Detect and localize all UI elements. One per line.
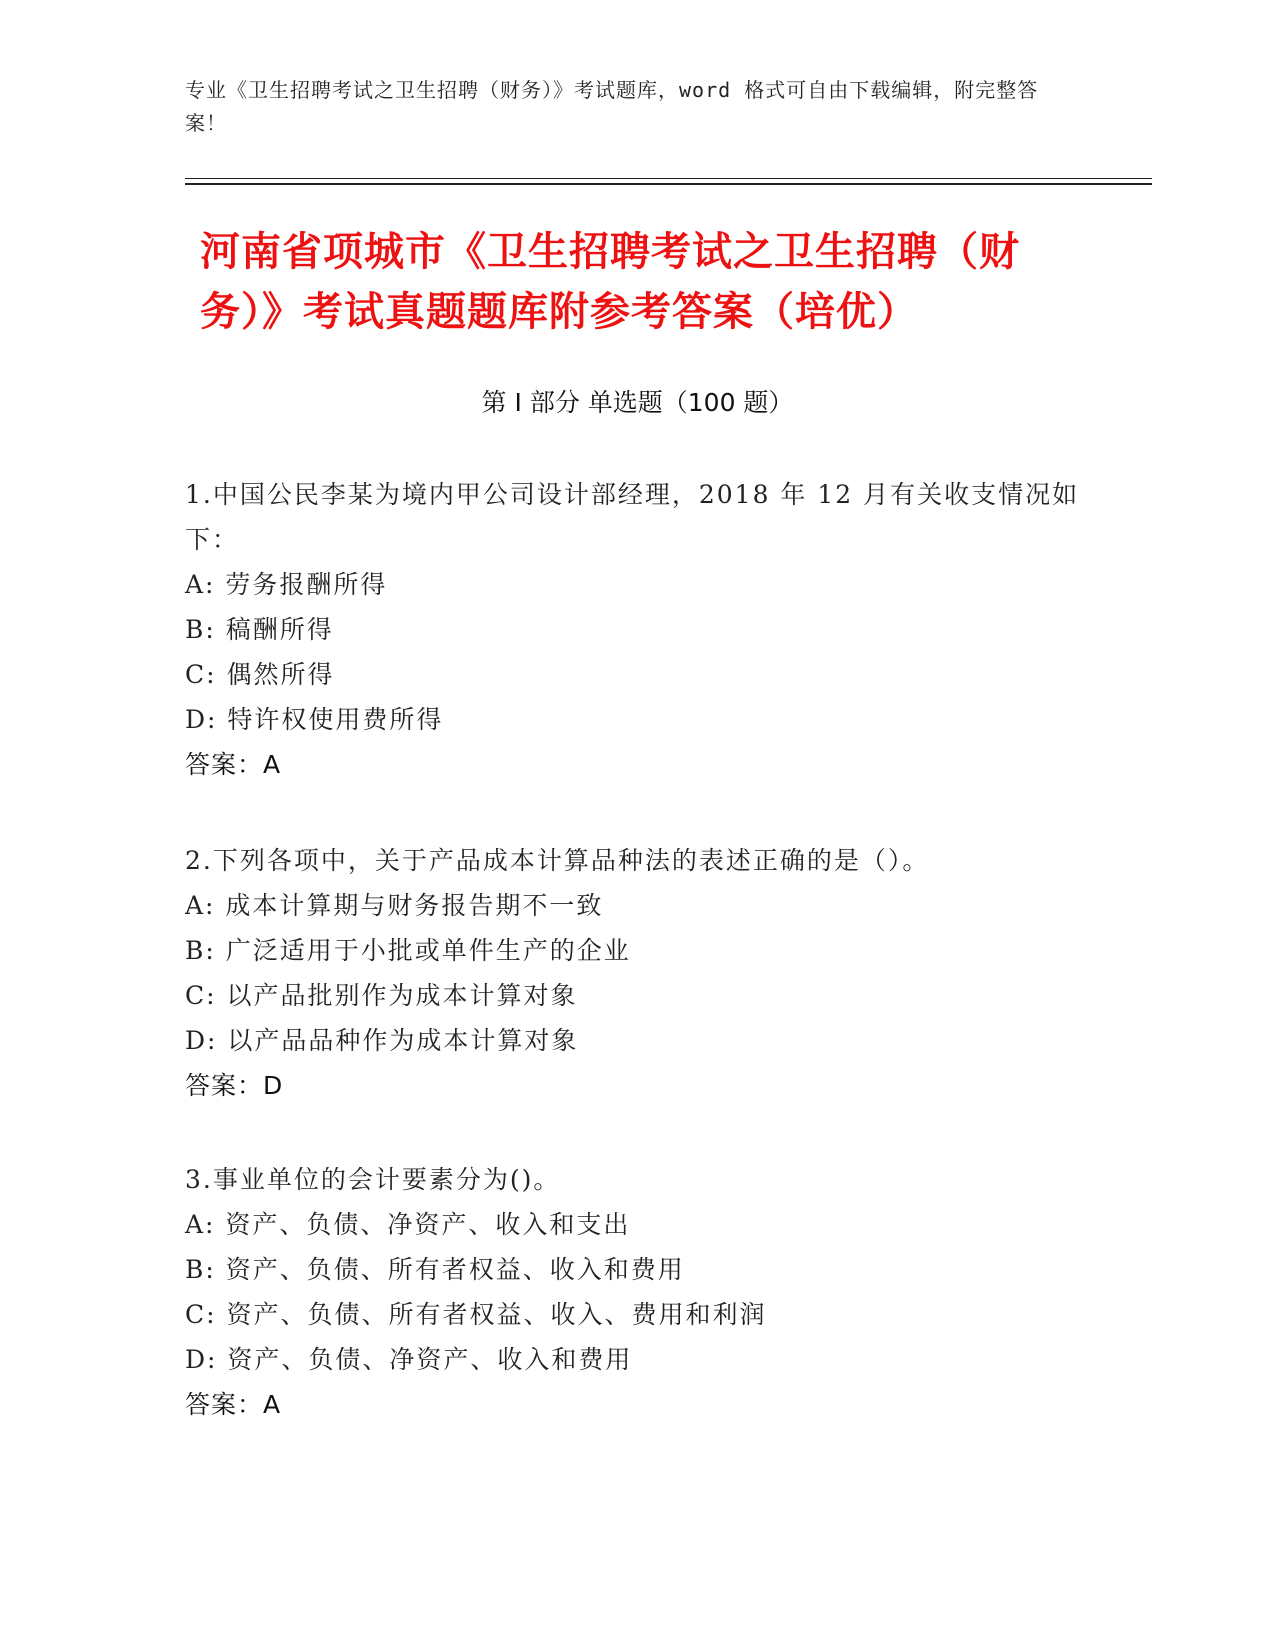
document-title: 河南省项城市《卫生招聘考试之卫生招聘（财务）》考试真题题库附参考答案（培优） [200, 229, 1020, 335]
question-option-a: A: 劳务报酬所得 [185, 570, 388, 599]
header-note: 专业《卫生招聘考试之卫生招聘（财务）》考试题库，word 格式可自由下载编辑，附完整答案！ [185, 78, 1039, 135]
question-option-b: B: 广泛适用于小批或单件生产的企业 [185, 936, 631, 965]
question-option-c: C: 资产、负债、所有者权益、收入、费用和利润 [185, 1300, 767, 1329]
question-stem: 3.事业单位的会计要素分为()。 [185, 1165, 561, 1194]
question-answer: 答案：A [185, 750, 282, 779]
question-option-d: D: 特许权使用费所得 [185, 705, 444, 734]
question-stem: 2.下列各项中，关于产品成本计算品种法的表述正确的是（）。 [185, 846, 930, 875]
question-option-d: D: 资产、负债、净资产、收入和费用 [185, 1345, 633, 1374]
question-option-a: A: 资产、负债、净资产、收入和支出 [185, 1210, 631, 1239]
question-answer: 答案：D [185, 1071, 284, 1100]
header-divider-thick [185, 183, 1152, 185]
question-option-b: B: 稿酬所得 [185, 615, 334, 644]
question-block [185, 472, 1085, 787]
question-option-d: D: 以产品品种作为成本计算对象 [185, 1026, 579, 1055]
question-option-c: C: 以产品批别作为成本计算对象 [185, 981, 578, 1010]
question-option-c: C: 偶然所得 [185, 660, 335, 689]
question-option-a: A: 成本计算期与财务报告期不一致 [185, 891, 604, 920]
question-block [185, 838, 1085, 1108]
section-title: 第 I 部分 单选题（100 题） [481, 388, 794, 417]
question-stem: 1.中国公民李某为境内甲公司设计部经理，2018 年 12 月有关收支情况如下： [185, 480, 1080, 554]
question-answer: 答案：A [185, 1390, 282, 1419]
question-block [185, 1157, 1085, 1427]
question-option-b: B: 资产、负债、所有者权益、收入和费用 [185, 1255, 685, 1284]
header-divider-thin [185, 178, 1152, 179]
